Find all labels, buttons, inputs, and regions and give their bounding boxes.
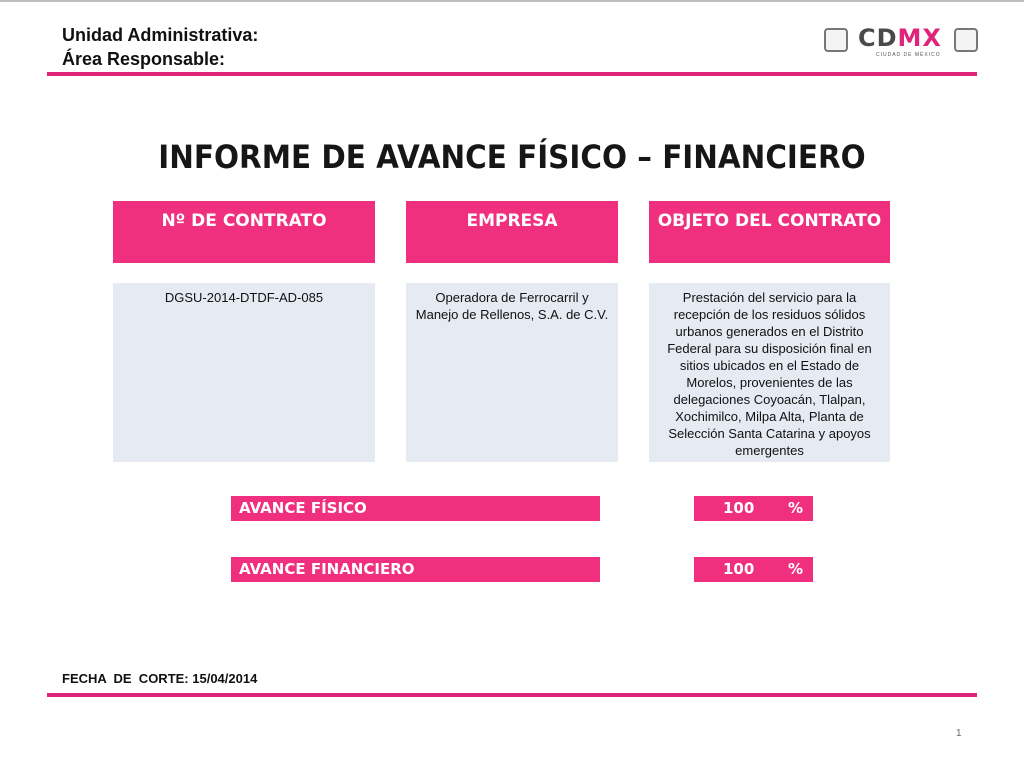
avance-financiero-number: 100 [723,560,755,578]
header-objeto: OBJETO DEL CONTRATO [649,201,890,263]
footer-divider [47,693,977,697]
avance-financiero-label: AVANCE FINANCIERO [231,557,600,582]
logo-subtext: CIUDAD DE MÉXICO [876,52,941,58]
seal-icon [954,28,978,52]
header-contrato: Nº DE CONTRATO [113,201,375,263]
cell-empresa: Operadora de Ferrocarril y Manejo de Rellenos, S.A. de C.V. [406,283,618,462]
fecha-de-corte: FECHA DE CORTE: 15/04/2014 [62,671,258,686]
avance-fisico-number: 100 [723,499,755,517]
unidad-administrativa-label: Unidad Administrativa: [62,25,259,45]
avance-fisico-label: AVANCE FÍSICO [231,496,600,521]
logo-cd-text: CD [858,24,898,52]
avance-financiero-value [694,557,813,582]
header-divider [47,72,977,76]
page-number: 1 [956,728,962,739]
coat-of-arms-icon [824,28,848,52]
cdmx-logo [858,26,942,50]
avance-fisico-value [694,496,813,521]
logo-mx-text: MX [897,24,942,52]
page-title: INFORME DE AVANCE FÍSICO – FINANCIERO [158,138,866,176]
area-responsable-label: Área Responsable: [62,49,226,69]
avance-fisico-unit: % [788,499,804,517]
top-border [0,0,1024,2]
cell-objeto: Prestación del servicio para la recepción de los residuos sólidos urbanos generados en el Distrito Federal para su disposición final en sitios ubicados en el Estado de Morelos, provenientes de las delegaciones Coyoacán, Tlalpan, Xochimilco, Milpa Alta, Planta de Selección Santa Catarina y apoyos emergentes [649,283,890,462]
avance-financiero-unit: % [788,560,804,578]
header-empresa: EMPRESA [406,201,618,263]
cell-contrato: DGSU-2014-DTDF-AD-085 [113,283,375,462]
